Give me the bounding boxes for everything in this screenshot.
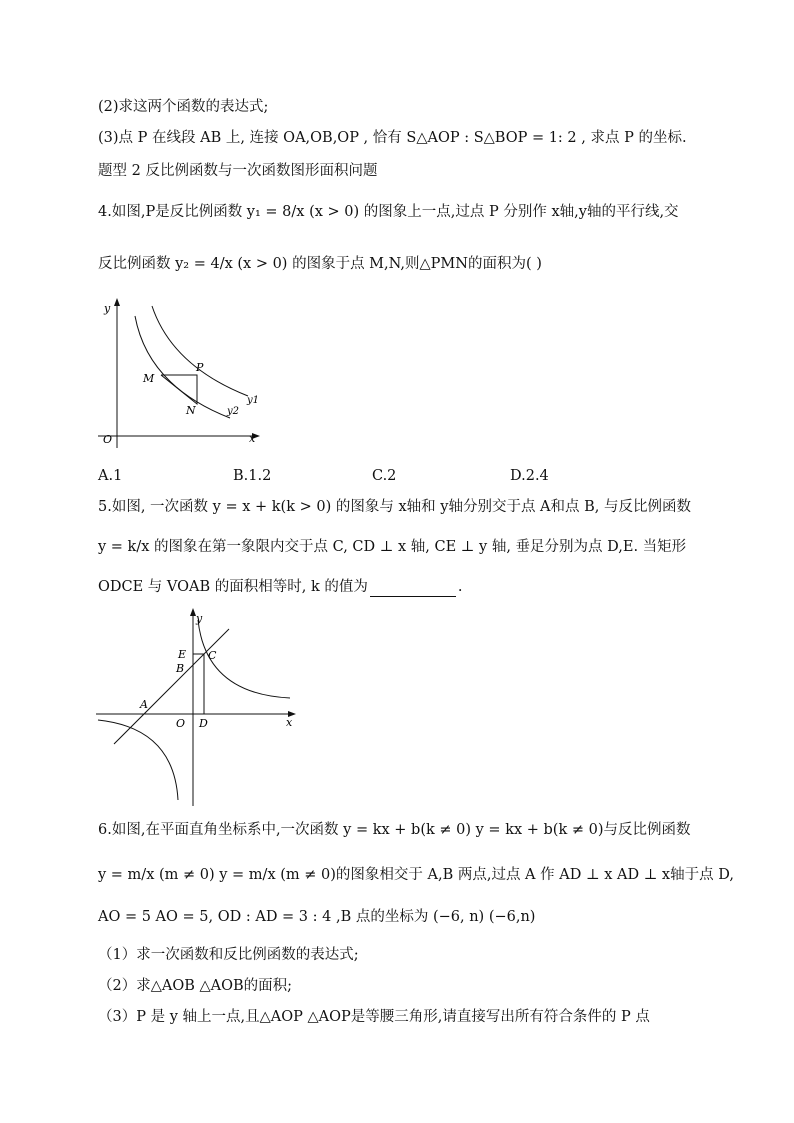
question-6-text-cont: y = m/x (m ≠ 0) y = m/x (m ≠ 0)的图象相交于 A,B 两点,过点 A 作 AD ⊥ x AD ⊥ x轴于点 D, (98, 867, 734, 883)
question-4-text: 4.如图,P是反比例函数 y₁ = 8/x (x > 0) 的图象上一点,过点 P 分别作 x轴,y轴的平行线,交 (98, 204, 679, 220)
question-6-given: AO = 5 AO = 5, OD : AD = 3 : 4 ,B 点的坐标为 (−6, n) (−6,n) (98, 909, 536, 925)
option-b: B.1.2 (233, 468, 272, 484)
section-heading: 题型 2 反比例函数与一次函数图形面积问题 (98, 163, 378, 179)
question-5-text: 5.如图, 一次函数 y = x + k(k > 0) 的图象与 x轴和 y轴分别交于点 A和点 B, 与反比例函数 (98, 499, 692, 515)
fig1-x-label: x (249, 432, 256, 445)
question-5-period: . (457, 579, 463, 595)
fig2-x-label: x (286, 716, 293, 729)
fig1-point-n: N (186, 404, 196, 417)
figure-q4 (90, 296, 270, 458)
question-5-prompt: ODCE 与 VOAB 的面积相等时, k 的值为 (98, 579, 368, 595)
option-d: D.2.4 (510, 468, 549, 484)
question-5-text-end (98, 577, 462, 597)
fig1-y-label: y (104, 302, 111, 315)
question-6-part-1: （1）求一次函数和反比例函数的表达式; (98, 947, 359, 963)
fig1-curve-y1: y1 (247, 395, 260, 406)
fig2-point-d: D (199, 717, 208, 730)
question-3-part-2: (2)求这两个函数的表达式; (98, 99, 269, 115)
fig2-point-c: C (208, 649, 217, 662)
question-4-text-cont: 反比例函数 y₂ = 4/x (x > 0) 的图象于点 M,N,则△PMN的面积为( ) (98, 256, 542, 272)
question-6-text: 6.如图,在平面直角坐标系中,一次函数 y = kx + b(k ≠ 0) y = kx + b(k ≠ 0)与反比例函数 (98, 822, 691, 838)
question-6-part-2: （2）求△AOB △AOB的面积; (98, 978, 293, 994)
fig2-origin-label: O (176, 717, 186, 730)
option-a: A.1 (98, 468, 123, 484)
question-5-text-cont: y = k/x 的图象在第一象限内交于点 C, CD ⊥ x 轴, CE ⊥ y 轴, 垂足分别为点 D,E. 当矩形 (98, 539, 687, 555)
fig2-point-b: B (176, 662, 185, 675)
question-6-part-3: （3）P 是 y 轴上一点,且△AOP △AOP是等腰三角形,请直接写出所有符合条件的 P 点 (98, 1009, 650, 1025)
fig1-curve-y2: y2 (227, 406, 240, 417)
fig2-point-a: A (140, 698, 148, 711)
fig1-point-m: M (143, 372, 155, 385)
option-c: C.2 (372, 468, 397, 484)
fig2-point-e: E (178, 648, 187, 661)
fig2-y-label: y (196, 612, 203, 625)
figure-q5 (92, 604, 302, 808)
question-3-part-3: (3)点 P 在线段 AB 上, 连接 OA,OB,OP , 恰有 S△AOP : S△BOP = 1: 2 , 求点 P 的坐标. (98, 130, 687, 146)
fig1-point-p: P (196, 361, 204, 374)
answer-blank (370, 582, 456, 597)
fig1-origin-label: O (103, 433, 113, 446)
